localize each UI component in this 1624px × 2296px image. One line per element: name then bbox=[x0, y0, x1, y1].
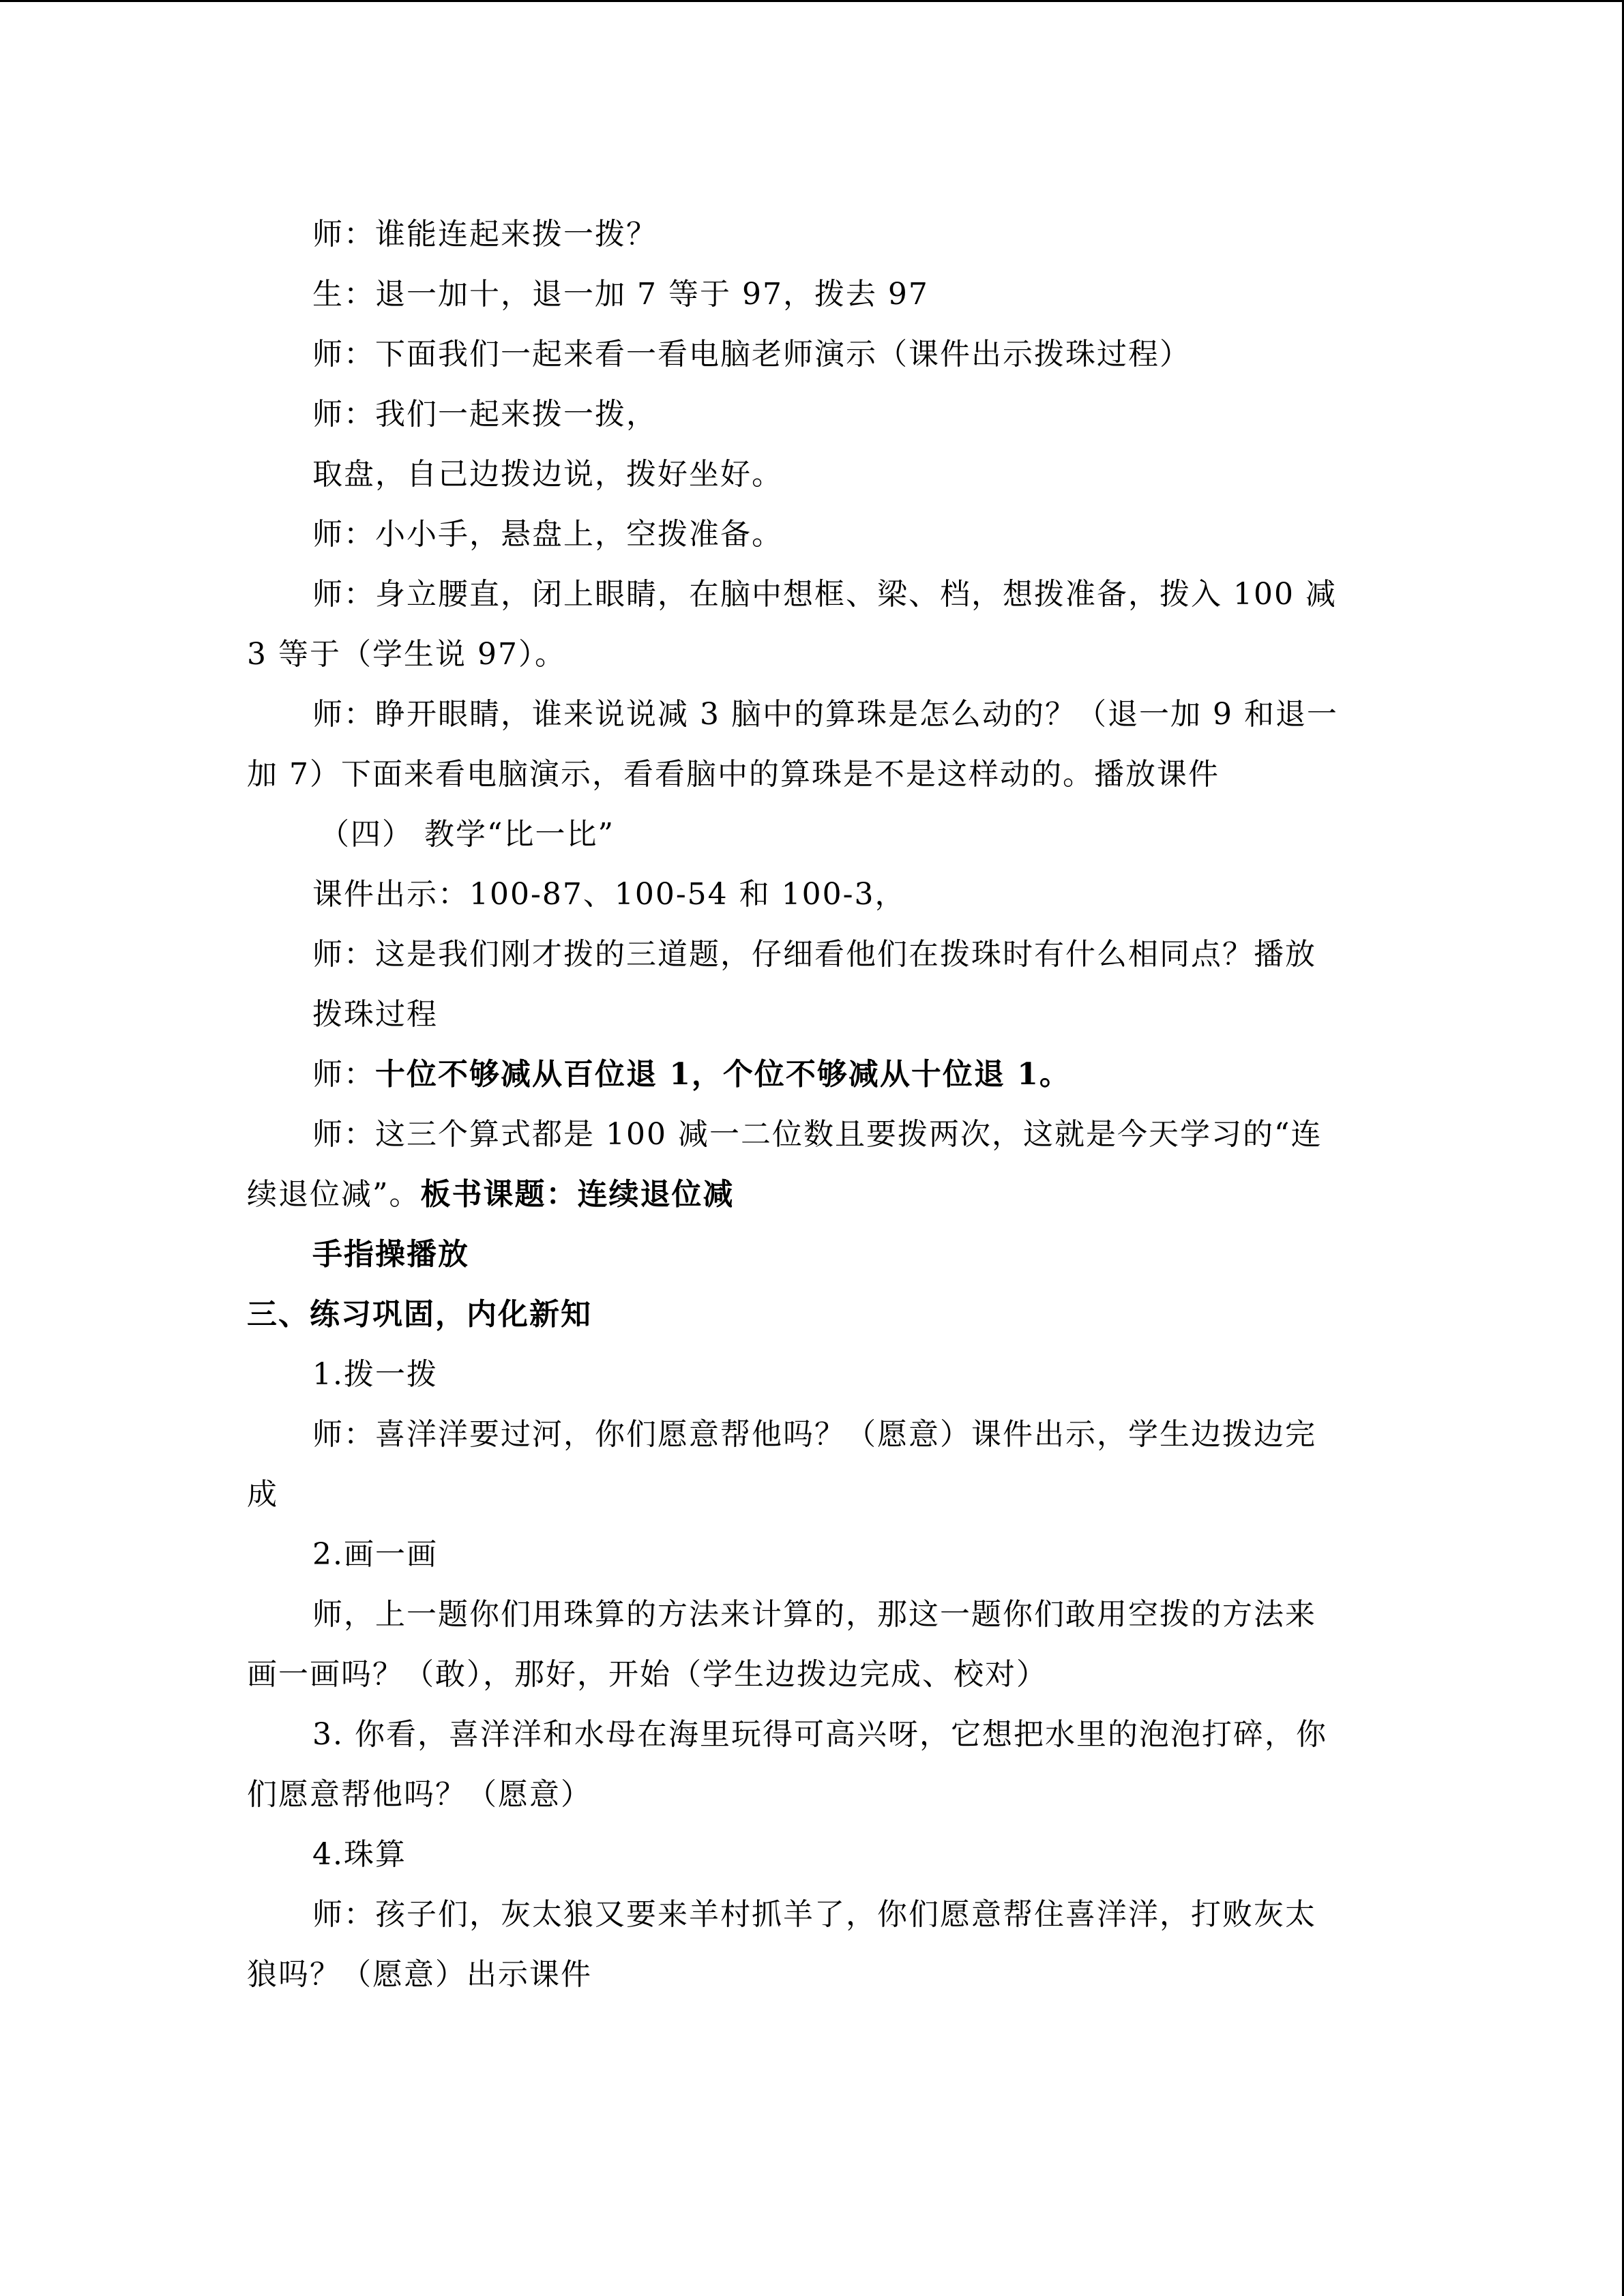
page-border-top bbox=[0, 0, 1624, 2]
list-item-heading: 2.画一画 bbox=[312, 1537, 438, 1572]
paragraph-line: 课件出示：100-87、100-54 和 100-3， bbox=[312, 877, 906, 912]
section-heading: 三、练习巩固，内化新知 bbox=[247, 1297, 592, 1332]
paragraph-line: 师：这是我们刚才拨的三道题，仔细看他们在拨珠时有什么相同点？播放 bbox=[312, 937, 1316, 972]
paragraph-line: 师：这三个算式都是 100 减一二位数且要拨两次，这就是今天学习的“连 bbox=[312, 1117, 1323, 1152]
paragraph-line: 师：睁开眼睛，谁来说说减 3 脑中的算珠是怎么动的？（退一加 9 和退一 bbox=[312, 697, 1338, 732]
paragraph-line: 画一画吗？（敢），那好，开始（学生边拨边完成、校对） bbox=[247, 1657, 1048, 1692]
key-point-text: 十位不够减从百位退 1，个位不够减从十位退 1。 bbox=[375, 1057, 1071, 1092]
paragraph-line: 加 7）下面来看电脑演示，看看脑中的算珠是不是这样动的。播放课件 bbox=[247, 757, 1220, 792]
paragraph-line: 师：我们一起来拨一拨， bbox=[312, 397, 658, 432]
paragraph-line: 拨珠过程 bbox=[312, 997, 438, 1032]
paragraph-line: 3. 你看，喜洋洋和水母在海里玩得可高兴呀，它想把水里的泡泡打碎，你 bbox=[312, 1717, 1327, 1752]
board-title-text: 板书课题：连续退位减 bbox=[420, 1177, 735, 1212]
paragraph-line: 3 等于（学生说 97）。 bbox=[247, 637, 566, 672]
paragraph-line: 师：谁能连起来拨一拨？ bbox=[312, 217, 658, 252]
paragraph-line: 师：孩子们，灰太狼又要来羊村抓羊了，你们愿意帮住喜洋洋，打败灰太 bbox=[312, 1897, 1316, 1932]
line-text: 续退位减”。 bbox=[247, 1177, 421, 1212]
paragraph-line: 成 bbox=[247, 1477, 278, 1512]
paragraph-line: 师：下面我们一起来看一看电脑老师演示（课件出示拨珠过程） bbox=[312, 337, 1191, 372]
paragraph-line: 师，上一题你们用珠算的方法来计算的，那这一题你们敢用空拨的方法来 bbox=[312, 1597, 1316, 1632]
paragraph-line: 师：小小手，悬盘上，空拨准备。 bbox=[312, 517, 783, 552]
section-heading: （四） 教学“比一比” bbox=[319, 817, 615, 852]
paragraph-line: 师：喜洋洋要过河，你们愿意帮他吗？（愿意）课件出示，学生边拨边完 bbox=[312, 1417, 1316, 1452]
paragraph-line: 取盘，自己边拨边说，拨好坐好。 bbox=[312, 457, 783, 492]
paragraph-line bbox=[247, 1045, 1372, 1105]
paragraph-line: 狼吗？（愿意）出示课件 bbox=[247, 1957, 592, 1992]
list-item-heading: 4.珠算 bbox=[312, 1837, 407, 1872]
paragraph-line bbox=[247, 1165, 1372, 1225]
speaker-prefix: 师： bbox=[312, 1057, 375, 1092]
paragraph-line: 师：身立腰直，闭上眼睛，在脑中想框、梁、档，想拨准备，拨入 100 减 bbox=[312, 577, 1337, 612]
list-item-heading: 1.拨一拨 bbox=[312, 1357, 438, 1392]
paragraph-line: 们愿意帮他吗？（愿意） bbox=[247, 1777, 592, 1812]
document-body bbox=[247, 205, 1372, 2005]
paragraph-line-bold: 手指操播放 bbox=[312, 1237, 469, 1272]
paragraph-line: 生：退一加十，退一加 7 等于 97，拨去 97 bbox=[312, 277, 929, 312]
